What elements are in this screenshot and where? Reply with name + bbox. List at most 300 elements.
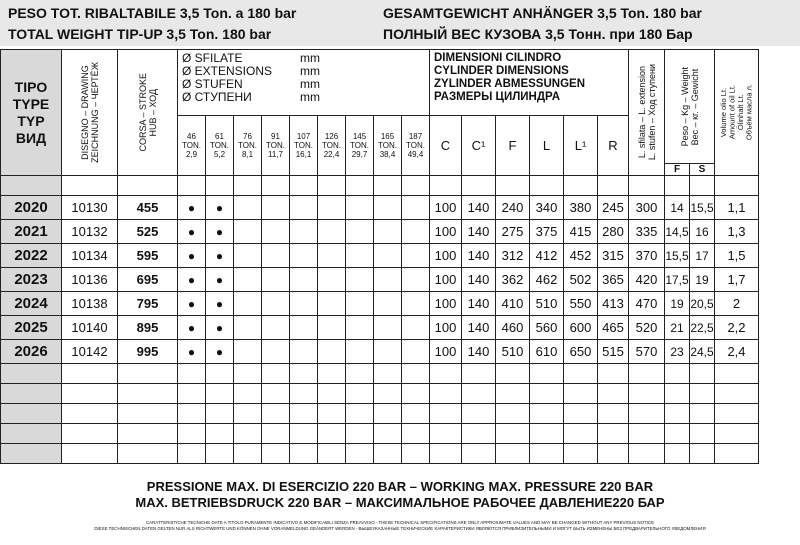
blank-cell	[690, 444, 715, 464]
stroke-cell: 995	[118, 340, 178, 364]
blank-cell	[290, 364, 318, 384]
blank-cell	[346, 384, 374, 404]
blank-cell	[629, 404, 665, 424]
blank-cell	[206, 176, 234, 196]
blank-cell	[598, 404, 629, 424]
blank-cell	[690, 364, 715, 384]
ws-cell: 17	[690, 244, 715, 268]
blank-cell	[374, 176, 402, 196]
ext-cell: 335	[629, 220, 665, 244]
dim-header-c1: C¹	[462, 116, 496, 176]
blank-cell	[206, 424, 234, 444]
stage-dot: ●	[178, 268, 206, 292]
ws-cell: 15,5	[690, 196, 715, 220]
dimensions-header: DIMENSIONI CILINDRO CYLINDER DIMENSIONS ZYLINDER ABMESSUNGEN РАЗМЕРЫ ЦИЛИНДРА	[430, 50, 629, 116]
ton-header: 126 TON. 22,4	[318, 116, 346, 176]
wf-cell: 14,5	[665, 220, 690, 244]
blank-cell	[598, 444, 629, 464]
stroke-cell: 895	[118, 316, 178, 340]
disclaimer: CARATTERISTICHE TECNICHE DATE A TITOLO PURAMENTE INDICATIVO E MODIFICABILI SENZA PREAVVISO - THESE TECHNICAL SPECIFICATIONS ARE ONLY APPROXIMATE VALUES AND MAY BE CHANGED WITHOUT ANY PREVIOUS NOTICE DIESE TECHNISCHEN DATEN GELTEN NUR ALS RICHTWERTE UND KÖNNEN OHNE VORANMELDUNG GEÄNDERT WERDEN - ВЫШЕУКАЗАННЫЕ ТЕХНИЧЕСКИЕ ХАРАКТЕРИСТИКИ ЯВЛЯЮТСЯ ПРИБЛИЗИТЕЛЬНЫМИ И МОГУТ БЫТЬ ИЗМЕНЕНЫ БЕЗ ПРЕДВАРИТЕЛЬНОГО УВЕДОМЛЕНИЯ	[94, 520, 706, 531]
title-ru: ПОЛНЫЙ ВЕС КУЗОВА 3,5 Тонн. при 180 Бар	[383, 26, 693, 42]
ext-cell: 370	[629, 244, 665, 268]
wf-cell: 19	[665, 292, 690, 316]
blank-cell	[402, 384, 430, 404]
blank-cell	[318, 404, 346, 424]
ton-header: 165 TON. 38,4	[374, 116, 402, 176]
r-cell: 280	[598, 220, 629, 244]
stage-empty	[318, 292, 346, 316]
blank-cell	[462, 176, 496, 196]
table-row	[1, 268, 759, 292]
title-header	[0, 0, 800, 46]
stage-empty	[402, 220, 430, 244]
blank-cell	[690, 404, 715, 424]
type-cell	[1, 444, 62, 464]
blank-cell	[374, 424, 402, 444]
blank-cell	[665, 384, 690, 404]
f-cell: 362	[496, 268, 530, 292]
blank-cell	[178, 384, 206, 404]
diameter-header: Ø SFILATE mm Ø EXTENSIONS mm Ø STUFEN mm Ø СТУПЕНИ mm	[178, 50, 430, 116]
stroke-header: CORSA – STROKE HUB – ХОД	[118, 50, 178, 176]
ext-cell: 300	[629, 196, 665, 220]
dim-header-f: F	[496, 116, 530, 176]
stage-empty	[234, 268, 262, 292]
blank-cell	[715, 176, 759, 196]
blank-cell	[564, 364, 598, 384]
ton-header: 107 TON. 16,1	[290, 116, 318, 176]
stage-empty	[402, 292, 430, 316]
blank-cell	[178, 176, 206, 196]
blank-cell	[374, 364, 402, 384]
blank-cell	[402, 176, 430, 196]
stage-dot: ●	[178, 316, 206, 340]
blank-cell	[530, 444, 564, 464]
blank-cell	[715, 404, 759, 424]
l1-cell: 502	[564, 268, 598, 292]
table-row	[1, 220, 759, 244]
blank-cell	[62, 384, 118, 404]
f-cell: 510	[496, 340, 530, 364]
stage-dot: ●	[206, 268, 234, 292]
blank-cell	[564, 384, 598, 404]
stage-dot: ●	[206, 340, 234, 364]
c1-cell: 140	[462, 244, 496, 268]
blank-cell	[346, 424, 374, 444]
c-cell: 100	[430, 268, 462, 292]
blank-cell	[496, 364, 530, 384]
stroke-cell: 595	[118, 244, 178, 268]
blank-cell	[262, 404, 290, 424]
blank-cell	[206, 404, 234, 424]
stage-empty	[262, 316, 290, 340]
blank-cell	[665, 176, 690, 196]
dim-header-l: L	[530, 116, 564, 176]
f-cell: 275	[496, 220, 530, 244]
blank-cell	[234, 424, 262, 444]
stage-empty	[346, 292, 374, 316]
l1-cell: 380	[564, 196, 598, 220]
stage-empty	[262, 340, 290, 364]
drawing-cell: 10140	[62, 316, 118, 340]
blank-cell	[496, 176, 530, 196]
stage-empty	[346, 268, 374, 292]
l1-cell: 600	[564, 316, 598, 340]
ton-header: 91 TON. 11,7	[262, 116, 290, 176]
blank-row	[1, 384, 759, 404]
blank-cell	[629, 384, 665, 404]
f-cell: 240	[496, 196, 530, 220]
stage-empty	[374, 340, 402, 364]
stage-empty	[290, 340, 318, 364]
blank-cell	[402, 404, 430, 424]
blank-cell	[496, 444, 530, 464]
type-cell	[1, 384, 62, 404]
r-cell: 315	[598, 244, 629, 268]
blank-cell	[598, 364, 629, 384]
ton-header: 145 TON. 29,7	[346, 116, 374, 176]
c1-cell: 140	[462, 340, 496, 364]
blank-cell	[564, 444, 598, 464]
stage-empty	[374, 220, 402, 244]
drawing-header: DISEGNO – DRAWING ZEICHNUNG – ЧЕРТЁЖ	[62, 50, 118, 176]
stage-empty	[234, 196, 262, 220]
wf-cell: 17,5	[665, 268, 690, 292]
blank-cell	[462, 444, 496, 464]
stage-empty	[346, 340, 374, 364]
blank-row	[1, 176, 759, 196]
c1-cell: 140	[462, 196, 496, 220]
stage-empty	[290, 244, 318, 268]
stage-empty	[402, 340, 430, 364]
type-cell: 2023	[1, 268, 62, 292]
stage-empty	[290, 220, 318, 244]
blank-cell	[318, 384, 346, 404]
blank-cell	[430, 444, 462, 464]
ws-cell: 19	[690, 268, 715, 292]
blank-cell	[564, 424, 598, 444]
extension-header: L. sfilata – L. extension L. stufen – Ход ступени	[629, 50, 665, 176]
stage-empty	[374, 268, 402, 292]
c1-cell: 140	[462, 292, 496, 316]
oil-cell: 1,5	[715, 244, 759, 268]
blank-row	[1, 444, 759, 464]
stage-dot: ●	[206, 196, 234, 220]
blank-cell	[564, 404, 598, 424]
blank-cell	[665, 364, 690, 384]
stage-empty	[318, 316, 346, 340]
title-de: GESAMTGEWICHT ANHÄNGER 3,5 Ton. 180 bar	[383, 5, 702, 21]
blank-cell	[318, 444, 346, 464]
l1-cell: 415	[564, 220, 598, 244]
blank-cell	[118, 424, 178, 444]
f-cell: 312	[496, 244, 530, 268]
blank-cell	[262, 364, 290, 384]
c-cell: 100	[430, 196, 462, 220]
blank-cell	[430, 384, 462, 404]
stage-dot: ●	[178, 340, 206, 364]
blank-cell	[629, 424, 665, 444]
blank-cell	[290, 444, 318, 464]
r-cell: 245	[598, 196, 629, 220]
type-cell: 2020	[1, 196, 62, 220]
stage-empty	[234, 244, 262, 268]
blank-cell	[290, 176, 318, 196]
c-cell: 100	[430, 220, 462, 244]
type-cell	[1, 404, 62, 424]
blank-cell	[496, 384, 530, 404]
stage-empty	[290, 292, 318, 316]
table-body	[1, 50, 759, 464]
blank-cell	[346, 176, 374, 196]
blank-cell	[530, 424, 564, 444]
ext-cell: 570	[629, 340, 665, 364]
l-cell: 340	[530, 196, 564, 220]
oil-cell: 1,1	[715, 196, 759, 220]
blank-cell	[430, 176, 462, 196]
stage-empty	[402, 196, 430, 220]
blank-cell	[234, 364, 262, 384]
blank-cell	[118, 404, 178, 424]
blank-cell	[690, 424, 715, 444]
ws-cell: 22,5	[690, 316, 715, 340]
blank-cell	[178, 444, 206, 464]
blank-cell	[715, 364, 759, 384]
wf-cell: 14	[665, 196, 690, 220]
stroke-cell: 795	[118, 292, 178, 316]
c1-cell: 140	[462, 268, 496, 292]
ws-cell: 16	[690, 220, 715, 244]
blank-cell	[462, 384, 496, 404]
blank-cell	[374, 404, 402, 424]
stage-dot: ●	[178, 220, 206, 244]
stage-empty	[346, 316, 374, 340]
blank-cell	[402, 444, 430, 464]
weight-sub-s: S	[690, 164, 715, 176]
l1-cell: 452	[564, 244, 598, 268]
blank-cell	[598, 384, 629, 404]
table-row	[1, 340, 759, 364]
header-row-1	[1, 50, 759, 116]
blank-cell	[462, 424, 496, 444]
ton-header: 46 TON. 2,9	[178, 116, 206, 176]
ws-cell: 24,5	[690, 340, 715, 364]
stage-empty	[318, 220, 346, 244]
drawing-cell: 10142	[62, 340, 118, 364]
blank-cell	[62, 404, 118, 424]
blank-cell	[118, 364, 178, 384]
l-cell: 560	[530, 316, 564, 340]
stroke-cell: 695	[118, 268, 178, 292]
stage-dot: ●	[178, 196, 206, 220]
stroke-cell: 455	[118, 196, 178, 220]
l1-cell: 550	[564, 292, 598, 316]
f-cell: 410	[496, 292, 530, 316]
type-header: TIPO TYPE TYP ВИД	[1, 50, 62, 176]
cylinder-spec-table	[0, 49, 759, 464]
blank-cell	[262, 384, 290, 404]
stage-empty	[374, 292, 402, 316]
r-cell: 515	[598, 340, 629, 364]
stage-dot: ●	[206, 220, 234, 244]
stage-empty	[402, 244, 430, 268]
blank-cell	[118, 384, 178, 404]
type-cell: 2025	[1, 316, 62, 340]
type-cell	[1, 364, 62, 384]
blank-cell	[62, 424, 118, 444]
blank-cell	[290, 404, 318, 424]
stage-dot: ●	[178, 244, 206, 268]
blank-cell	[62, 176, 118, 196]
stage-dot: ●	[206, 292, 234, 316]
blank-cell	[715, 384, 759, 404]
blank-cell	[564, 176, 598, 196]
l-cell: 412	[530, 244, 564, 268]
blank-cell	[374, 444, 402, 464]
table-row	[1, 244, 759, 268]
dim-header-c: C	[430, 116, 462, 176]
blank-row	[1, 364, 759, 384]
blank-cell	[262, 176, 290, 196]
blank-cell	[496, 424, 530, 444]
oil-cell: 2,2	[715, 316, 759, 340]
stage-empty	[374, 244, 402, 268]
c-cell: 100	[430, 340, 462, 364]
blank-cell	[206, 444, 234, 464]
weight-header: Peso – Kg – Weight Вес – кг. – Gewicht	[665, 50, 715, 164]
blank-cell	[346, 404, 374, 424]
blank-cell	[629, 364, 665, 384]
blank-cell	[665, 444, 690, 464]
stage-empty	[234, 220, 262, 244]
oil-cell: 2	[715, 292, 759, 316]
stage-empty	[262, 292, 290, 316]
c1-cell: 140	[462, 316, 496, 340]
stage-empty	[346, 244, 374, 268]
stroke-cell: 525	[118, 220, 178, 244]
stage-empty	[318, 196, 346, 220]
blank-row	[1, 404, 759, 424]
title-en: TOTAL WEIGHT TIP-UP 3,5 Ton. 180 bar	[8, 26, 272, 42]
blank-cell	[318, 364, 346, 384]
blank-cell	[530, 384, 564, 404]
blank-cell	[234, 444, 262, 464]
type-cell: 2021	[1, 220, 62, 244]
blank-cell	[430, 404, 462, 424]
c-cell: 100	[430, 292, 462, 316]
f-cell: 460	[496, 316, 530, 340]
blank-cell	[234, 176, 262, 196]
ton-header: 187 TON. 49,4	[402, 116, 430, 176]
r-cell: 365	[598, 268, 629, 292]
ton-header: 61 TON. 5,2	[206, 116, 234, 176]
blank-cell	[530, 404, 564, 424]
stage-empty	[234, 340, 262, 364]
ext-cell: 520	[629, 316, 665, 340]
dim-header-l1: L¹	[564, 116, 598, 176]
blank-cell	[462, 364, 496, 384]
wf-cell: 23	[665, 340, 690, 364]
stage-empty	[262, 220, 290, 244]
oil-cell: 1,7	[715, 268, 759, 292]
stage-empty	[234, 316, 262, 340]
stage-dot: ●	[178, 292, 206, 316]
c-cell: 100	[430, 244, 462, 268]
stage-empty	[262, 244, 290, 268]
blank-cell	[206, 364, 234, 384]
l-cell: 610	[530, 340, 564, 364]
blank-cell	[598, 424, 629, 444]
blank-cell	[374, 384, 402, 404]
l1-cell: 650	[564, 340, 598, 364]
blank-cell	[318, 424, 346, 444]
stage-empty	[374, 316, 402, 340]
wf-cell: 15,5	[665, 244, 690, 268]
dim-header-r: R	[598, 116, 629, 176]
stage-dot: ●	[206, 316, 234, 340]
blank-cell	[178, 404, 206, 424]
blank-cell	[178, 424, 206, 444]
drawing-cell: 10130	[62, 196, 118, 220]
stage-empty	[262, 268, 290, 292]
blank-cell	[629, 444, 665, 464]
stage-dot: ●	[206, 244, 234, 268]
blank-cell	[430, 424, 462, 444]
oil-cell: 2,4	[715, 340, 759, 364]
drawing-cell: 10136	[62, 268, 118, 292]
blank-cell	[665, 424, 690, 444]
blank-cell	[715, 424, 759, 444]
oil-header: Volume olio Lt. Amount of oil Lt. Ölinhalt Lt. Объём масла л.	[715, 50, 759, 176]
stage-empty	[290, 316, 318, 340]
blank-cell	[690, 176, 715, 196]
c1-cell: 140	[462, 220, 496, 244]
blank-cell	[462, 404, 496, 424]
blank-cell	[206, 384, 234, 404]
oil-cell: 1,3	[715, 220, 759, 244]
stage-empty	[374, 196, 402, 220]
stage-empty	[402, 268, 430, 292]
ws-cell: 20,5	[690, 292, 715, 316]
wf-cell: 21	[665, 316, 690, 340]
r-cell: 465	[598, 316, 629, 340]
table-row	[1, 292, 759, 316]
blank-cell	[402, 364, 430, 384]
blank-cell	[715, 444, 759, 464]
ext-cell: 470	[629, 292, 665, 316]
blank-cell	[178, 364, 206, 384]
l-cell: 462	[530, 268, 564, 292]
drawing-cell: 10134	[62, 244, 118, 268]
drawing-cell: 10138	[62, 292, 118, 316]
blank-cell	[346, 444, 374, 464]
blank-cell	[118, 444, 178, 464]
stage-empty	[318, 268, 346, 292]
blank-cell	[234, 384, 262, 404]
blank-cell	[290, 384, 318, 404]
type-cell: 2022	[1, 244, 62, 268]
drawing-cell: 10132	[62, 220, 118, 244]
type-cell: 2024	[1, 292, 62, 316]
stage-empty	[290, 196, 318, 220]
blank-cell	[496, 404, 530, 424]
blank-cell	[430, 364, 462, 384]
stage-empty	[346, 220, 374, 244]
blank-row	[1, 424, 759, 444]
table-row	[1, 196, 759, 220]
blank-cell	[598, 176, 629, 196]
weight-sub-f: F	[665, 164, 690, 176]
